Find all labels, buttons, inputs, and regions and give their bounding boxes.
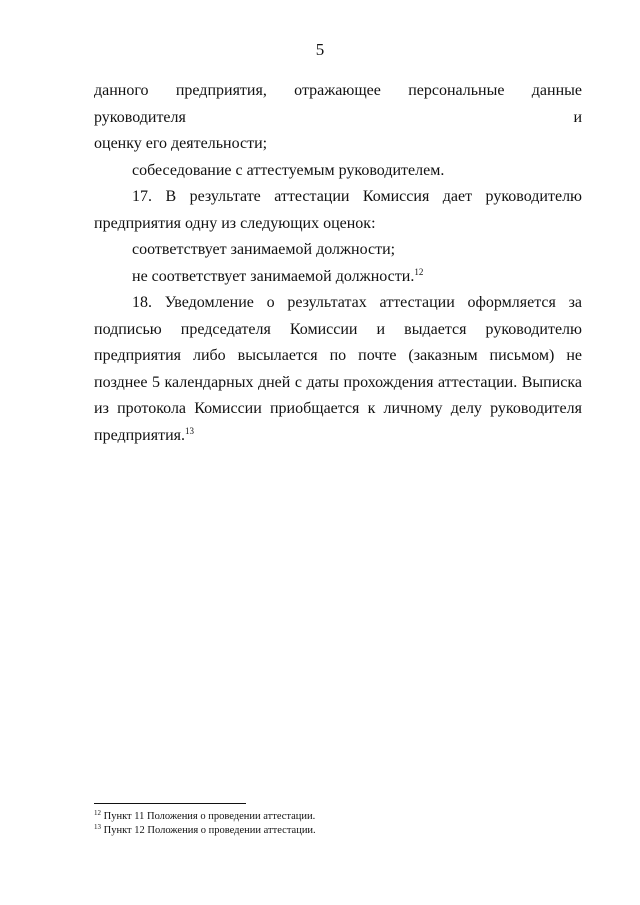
footnote-12-text: Пункт 11 Положения о проведении аттестации.	[103, 811, 316, 822]
footnotes	[94, 810, 582, 838]
rating-option-not-matches	[94, 264, 582, 291]
paragraph-18-text: 18. Уведомление о результатах аттестации оформляется за подписью председателя Комиссии и выдается руководителю предприятия либо высылается по почте (заказным письмом) не позднее 5 календарных дней с даты прохождения аттестации. Выписка из протокола Комиссии приобщается к личному делу руководителя предприятия.	[94, 294, 582, 444]
footnote-13-text: Пункт 12 Положения о проведении аттестации.	[103, 825, 316, 836]
rating-option-not-matches-text: не соответствует занимаемой должности.	[132, 267, 415, 285]
rating-option-matches: соответствует занимаемой должности;	[132, 241, 396, 258]
footnote-13	[94, 824, 582, 838]
body-text	[94, 78, 582, 449]
page-number: 5	[315, 40, 325, 59]
footnote-ref-12: 12	[414, 266, 424, 277]
paragraph-continuation-line: данного предприятия, отражающее персональные данные руководителя и	[94, 82, 582, 126]
footnote-13-marker: 13	[94, 823, 101, 831]
paragraph-continuation-end: оценку его деятельности;	[94, 135, 268, 152]
paragraph-18	[94, 290, 582, 449]
footnote-divider	[94, 803, 246, 804]
paragraph-17-line1: 17. В результате аттестации Комиссия дает руководителю	[132, 188, 582, 205]
paragraph-interview: собеседование с аттестуемым руководителем.	[132, 161, 445, 179]
paragraph-17-line2: предприятия одну из следующих оценок:	[94, 214, 376, 232]
footnote-12-marker: 12	[94, 809, 101, 817]
footnote-12	[94, 810, 582, 824]
footnote-ref-13: 13	[185, 425, 194, 436]
